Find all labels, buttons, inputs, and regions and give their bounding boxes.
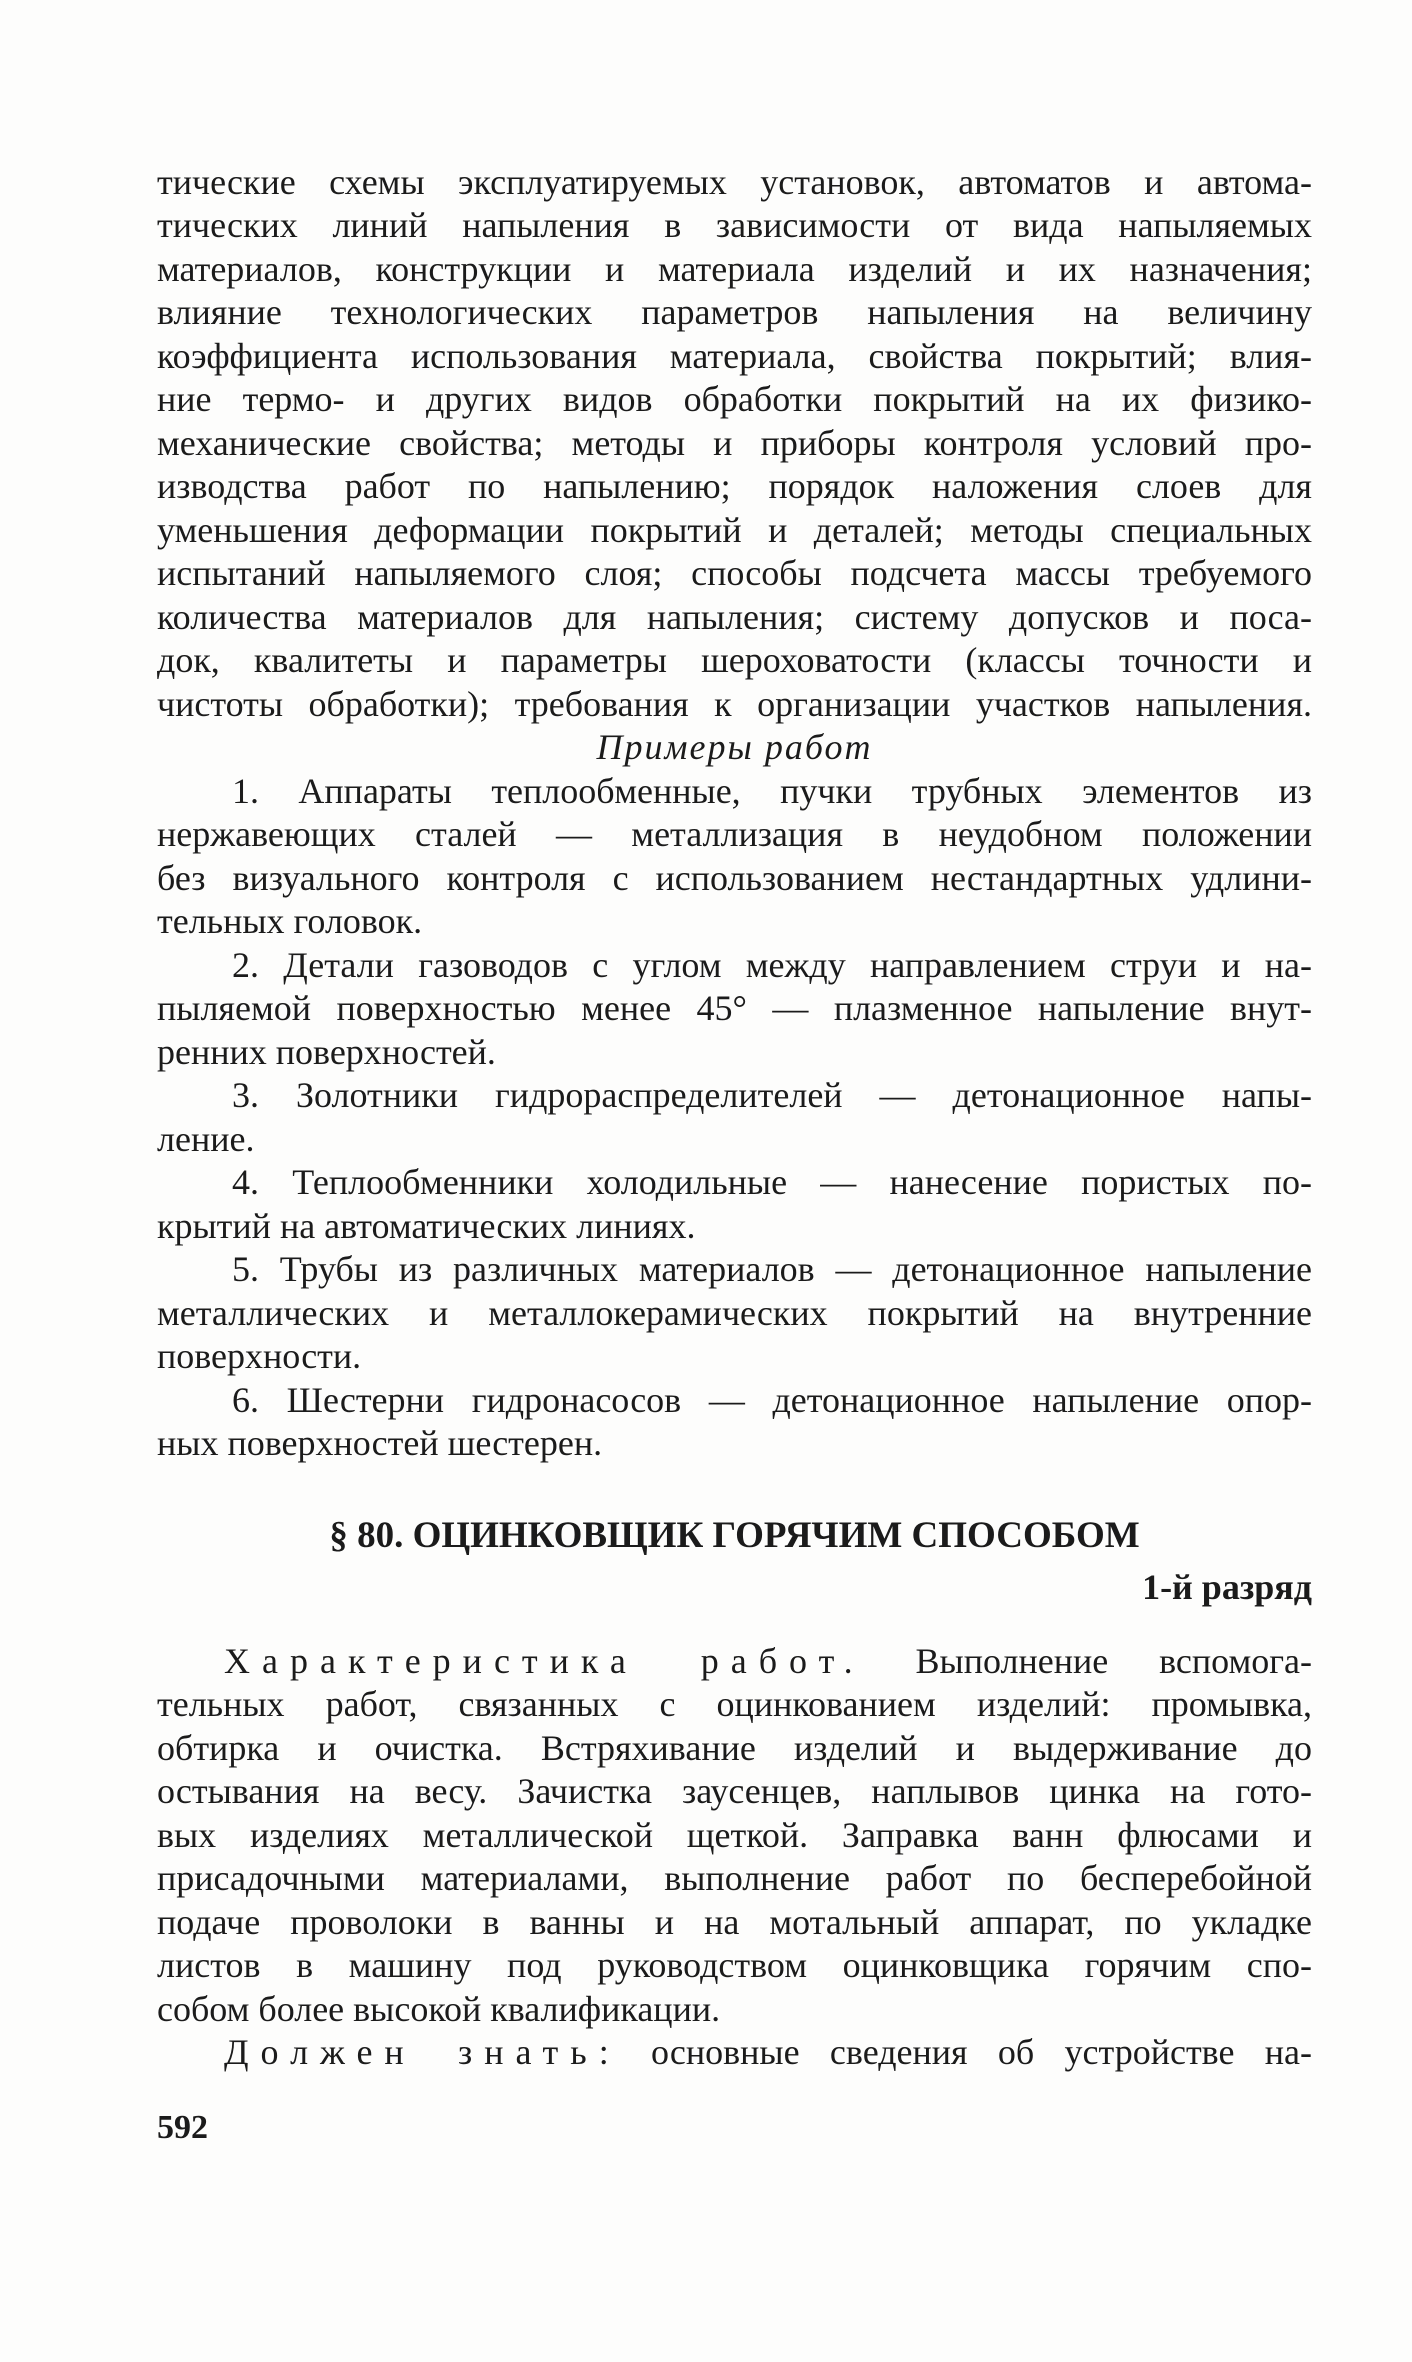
text-line: док, квалитеты и параметры шероховатости (классы точности и bbox=[157, 640, 1312, 680]
text-line: коэффициента использования материала, свойства покрытий; влия- bbox=[157, 335, 1312, 376]
page-number: 592 bbox=[157, 2109, 208, 2146]
example-item-line: 6. Шестерни гидронасосов — детонационное напыление опор- bbox=[232, 1379, 1312, 1420]
text-line: тические схемы эксплуатируемых установок, автоматов и автома- bbox=[157, 161, 1312, 202]
example-item-line: металлических и металлокерамических покрытий на внутренние bbox=[157, 1292, 1312, 1333]
example-item-line: ренних поверхностей. bbox=[157, 1031, 496, 1072]
text-line: изводства работ по напылению; порядок наложения слоев для bbox=[157, 466, 1312, 506]
section-heading: § 80. ОЦИНКОВЩИК ГОРЯЧИМ СПОСОБОМ bbox=[329, 1515, 1140, 1556]
text-line: листов в машину под руководством оцинковщика горячим спо- bbox=[157, 1945, 1312, 1985]
text-line: присадочными материалами, выполнение работ по бесперебойной bbox=[157, 1858, 1312, 1898]
text-line: остывания на весу. Зачистка заусенцев, наплывов цинка на гото- bbox=[157, 1771, 1312, 1811]
examples-heading: Примеры работ bbox=[596, 727, 873, 767]
example-item-line: 3. Золотники гидрораспределителей — детонационное напы- bbox=[232, 1075, 1312, 1115]
text-line: подаче проволоки в ванны и на мотальный аппарат, по укладке bbox=[157, 1901, 1312, 1942]
text-line: обтирка и очистка. Встряхивание изделий и выдерживание до bbox=[157, 1727, 1312, 1768]
text-line: влияние технологических параметров напыления на величину bbox=[157, 292, 1312, 332]
must-know-label: Должен знать: bbox=[224, 2032, 621, 2072]
grade-label: 1-й разряд bbox=[1142, 1567, 1312, 1607]
text-line: собом более высокой квалификации. bbox=[157, 1988, 721, 2029]
example-item-line: пыляемой поверхностью менее 45° — плазменное напыление внут- bbox=[157, 988, 1312, 1028]
example-item-line: 1. Аппараты теплообменные, пучки трубных элементов из bbox=[232, 770, 1312, 811]
example-item-line: 5. Трубы из различных материалов — детонационное напыление bbox=[232, 1249, 1312, 1289]
text-line: вых изделиях металлической щеткой. Заправка ванн флюсами и bbox=[157, 1814, 1312, 1855]
text-line bbox=[157, 2031, 1312, 2075]
text-line: испытаний напыляемого слоя; способы подсчета массы требуемого bbox=[157, 553, 1312, 593]
example-item-line: ление. bbox=[157, 1118, 255, 1159]
text-line: тельных работ, связанных с оцинкованием изделий: промывка, bbox=[157, 1684, 1312, 1724]
text-line: ние термо- и других видов обработки покрытий на их физико- bbox=[157, 379, 1312, 419]
body-text-upper bbox=[157, 161, 1312, 1466]
body-text-lower bbox=[157, 1640, 1312, 2075]
text-line: механические свойства; методы и приборы контроля условий про- bbox=[157, 422, 1312, 463]
text-span: Выполнение вспомога- bbox=[915, 1640, 1312, 1681]
text-line: тических линий напыления в зависимости от вида напыляемых bbox=[157, 205, 1312, 245]
example-item-line: тельных головок. bbox=[157, 901, 423, 941]
example-item-line: 4. Теплообменники холодильные — нанесение пористых по- bbox=[232, 1162, 1312, 1202]
characteristics-label: Характеристика работ. bbox=[224, 1640, 865, 1681]
example-item-line: без визуального контроля с использованием нестандартных удлини- bbox=[157, 857, 1312, 898]
text-line bbox=[157, 1640, 1312, 1684]
example-item-line: ных поверхностей шестерен. bbox=[157, 1423, 603, 1463]
text-line: материалов, конструкции и материала изделий и их назначения; bbox=[157, 248, 1312, 289]
example-item-line: нержавеющих сталей — металлизация в неудобном положении bbox=[157, 814, 1312, 854]
text-line: чистоты обработки); требования к организации участков напыления. bbox=[157, 683, 1312, 724]
text-span: основные сведения об устройстве на- bbox=[651, 2032, 1312, 2072]
example-item-line: поверхности. bbox=[157, 1336, 362, 1376]
text-line: уменьшения деформации покрытий и деталей; методы специальных bbox=[157, 509, 1312, 550]
example-item-line: крытий на автоматических линиях. bbox=[157, 1205, 696, 1246]
text-line: количества материалов для напыления; систему допусков и поса- bbox=[157, 596, 1312, 637]
example-item-line: 2. Детали газоводов с углом между направлением струи и на- bbox=[232, 944, 1312, 985]
